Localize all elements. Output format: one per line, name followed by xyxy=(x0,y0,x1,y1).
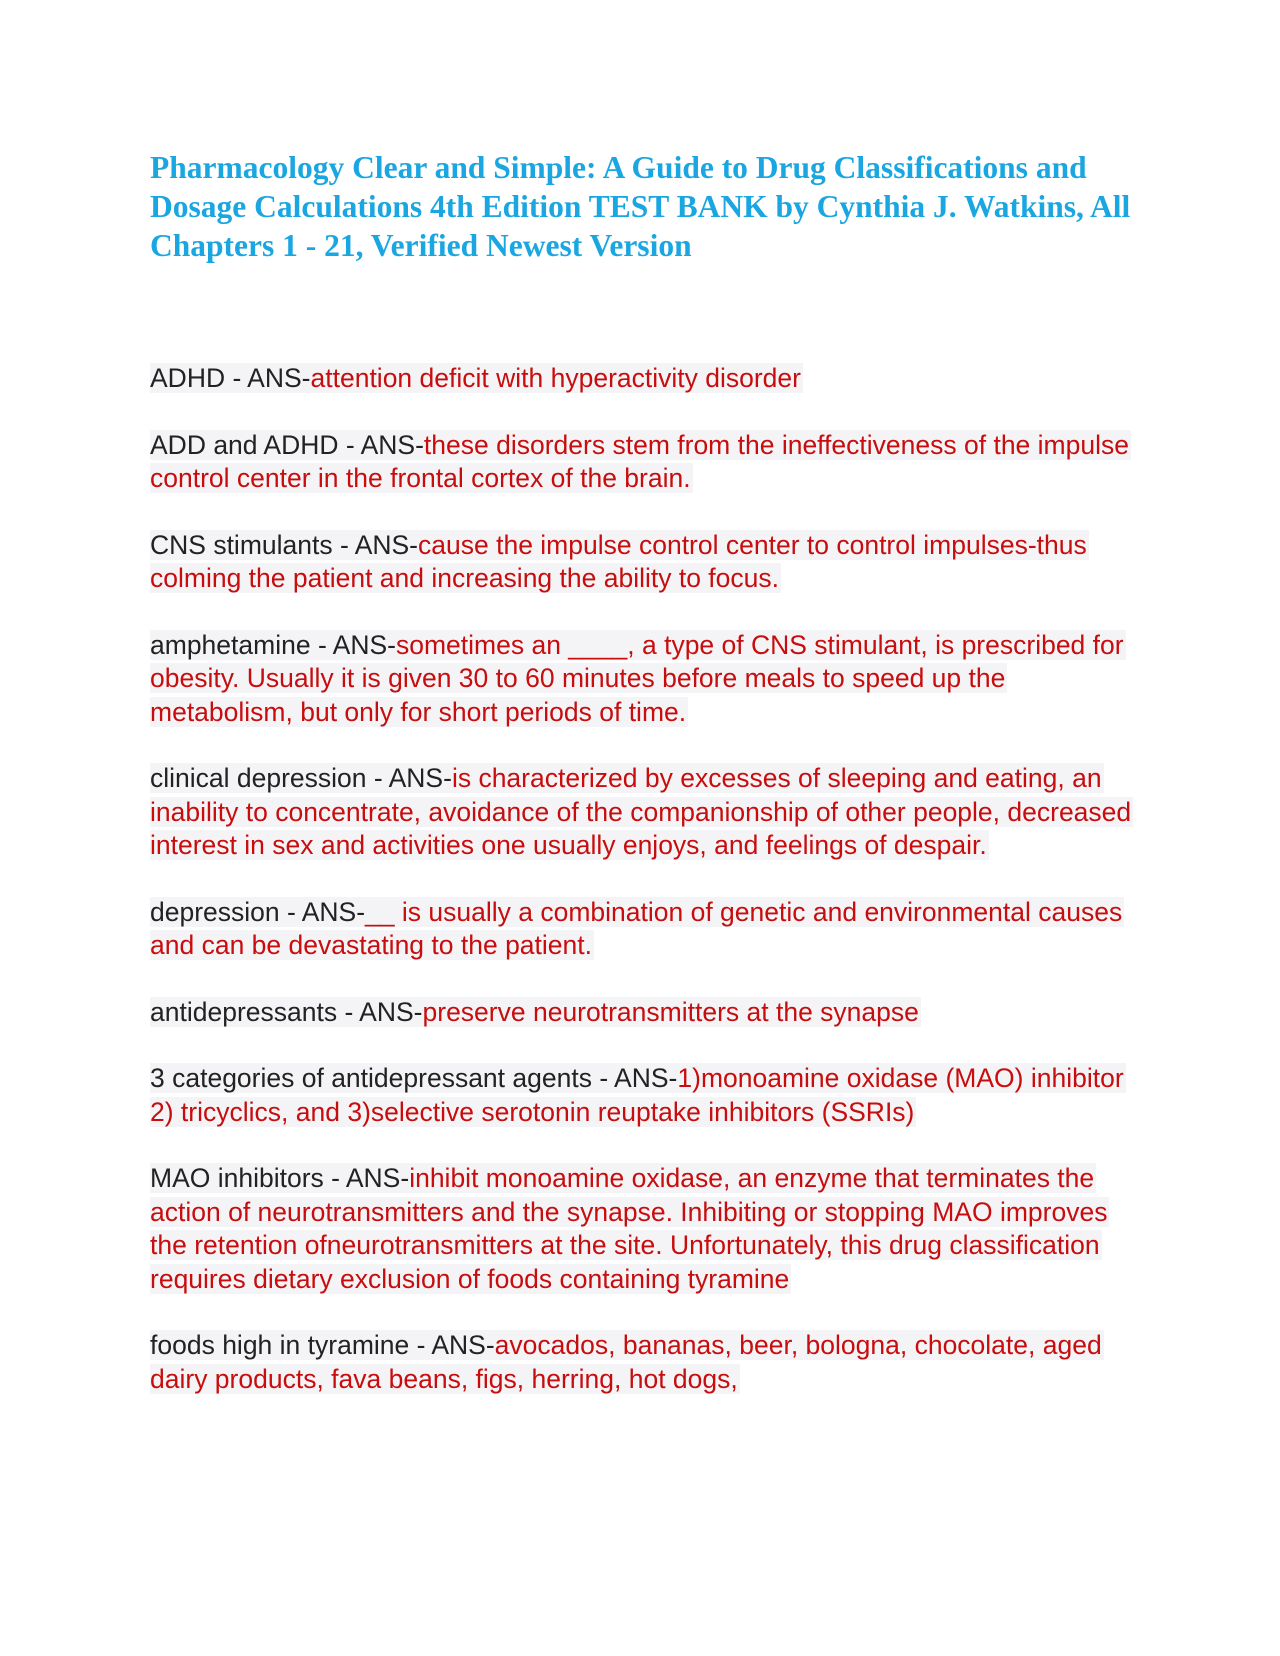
entry-term: antidepressants xyxy=(150,996,338,1027)
entry-separator: - ANS- xyxy=(323,1163,410,1193)
entry-separator: - ANS- xyxy=(310,629,396,660)
entry-answer: is characterized by excesses of sleeping and eating, an inability to concentrate, avoidance of the companionship of other people, decreased interest in sex and activities one usually enjoys, and feelings of despair. xyxy=(150,763,1132,860)
entry-separator: - ANS- xyxy=(591,1063,678,1093)
entry-answer: attention deficit with hyperactivity disorder xyxy=(310,363,801,393)
document-page xyxy=(150,148,1140,1429)
entry-answer: these disorders stem from the ineffectiveness of the impulse control center in the frontal cortex of the brain. xyxy=(150,429,1129,493)
document-title: Pharmacology Clear and Simple: A Guide to Drug Classifications and Dosage Calculations 4th Edition TEST BANK by Cynthia J. Watkins, All Chapters 1 - 21, Verified Newest Version xyxy=(150,150,1131,263)
entry-term: CNS stimulants xyxy=(150,529,333,560)
entry-term: ADD and ADHD xyxy=(150,429,339,460)
entry-answer: sometimes an ____, a type of CNS stimulant, is prescribed for obesity. Usually it is given 30 to 60 minutes before meals to speed up the metabolism, but only for short periods of time. xyxy=(150,629,1124,727)
entry-answer: __ is usually a combination of genetic and environmental causes and can be devastating to the patient. xyxy=(150,896,1123,960)
flashcard-entry-amphetamine xyxy=(150,629,1140,730)
flashcard-list xyxy=(150,362,1140,1396)
entry-term: 3 categories of antidepressant agents xyxy=(150,1063,592,1093)
flashcard-entry-clinical-depression xyxy=(150,762,1140,863)
entry-answer: cause the impulse control center to control impulses-thus colming the patient and increasing the ability to focus. xyxy=(150,529,1087,593)
entry-separator: - ANS- xyxy=(366,763,452,793)
flashcard-entry-antidepressants xyxy=(150,996,1140,1030)
flashcard-entry-cns-stimulants xyxy=(150,529,1140,596)
entry-answer: avocados, bananas, beer, bologna, chocolate, aged dairy products, fava beans, figs, herring, hot dogs, xyxy=(150,1330,1102,1394)
entry-separator: - ANS- xyxy=(338,429,424,460)
entry-separator: - ANS- xyxy=(337,996,423,1027)
flashcard-entry-antidepressant-categories xyxy=(150,1062,1140,1129)
entry-term: foods high in tyramine xyxy=(150,1330,410,1360)
entry-term: MAO inhibitors xyxy=(150,1163,324,1193)
flashcard-entry-foods-high-in-tyramine xyxy=(150,1329,1140,1396)
flashcard-entry-depression xyxy=(150,896,1140,963)
entry-separator: - ANS- xyxy=(225,363,311,393)
flashcard-entry-add-and-adhd xyxy=(150,429,1140,496)
entry-answer: 1)monoamine oxidase (MAO) inhibitor 2) tricyclics, and 3)selective serotonin reuptake inhibitors (SSRIs) xyxy=(150,1063,1124,1127)
entry-term: depression xyxy=(150,896,280,927)
entry-term: ADHD xyxy=(150,363,226,393)
flashcard-entry-mao-inhibitors xyxy=(150,1162,1140,1296)
entry-term: amphetamine xyxy=(150,629,311,660)
flashcard-entry-adhd xyxy=(150,362,1140,396)
entry-separator: - ANS- xyxy=(332,529,419,560)
entry-separator: - ANS- xyxy=(409,1330,495,1360)
entry-separator: - ANS- xyxy=(279,896,366,927)
entry-answer: inhibit monoamine oxidase, an enzyme that terminates the action of neurotransmitters and the synapse. Inhibiting or stopping MAO improves the retention ofneurotransmitters at the site. Unfortunately, this drug classification requires dietary exclusion of foods containing tyramine xyxy=(150,1163,1108,1294)
entry-answer: preserve neurotransmitters at the synapse xyxy=(422,996,919,1027)
entry-term: clinical depression xyxy=(150,763,367,793)
